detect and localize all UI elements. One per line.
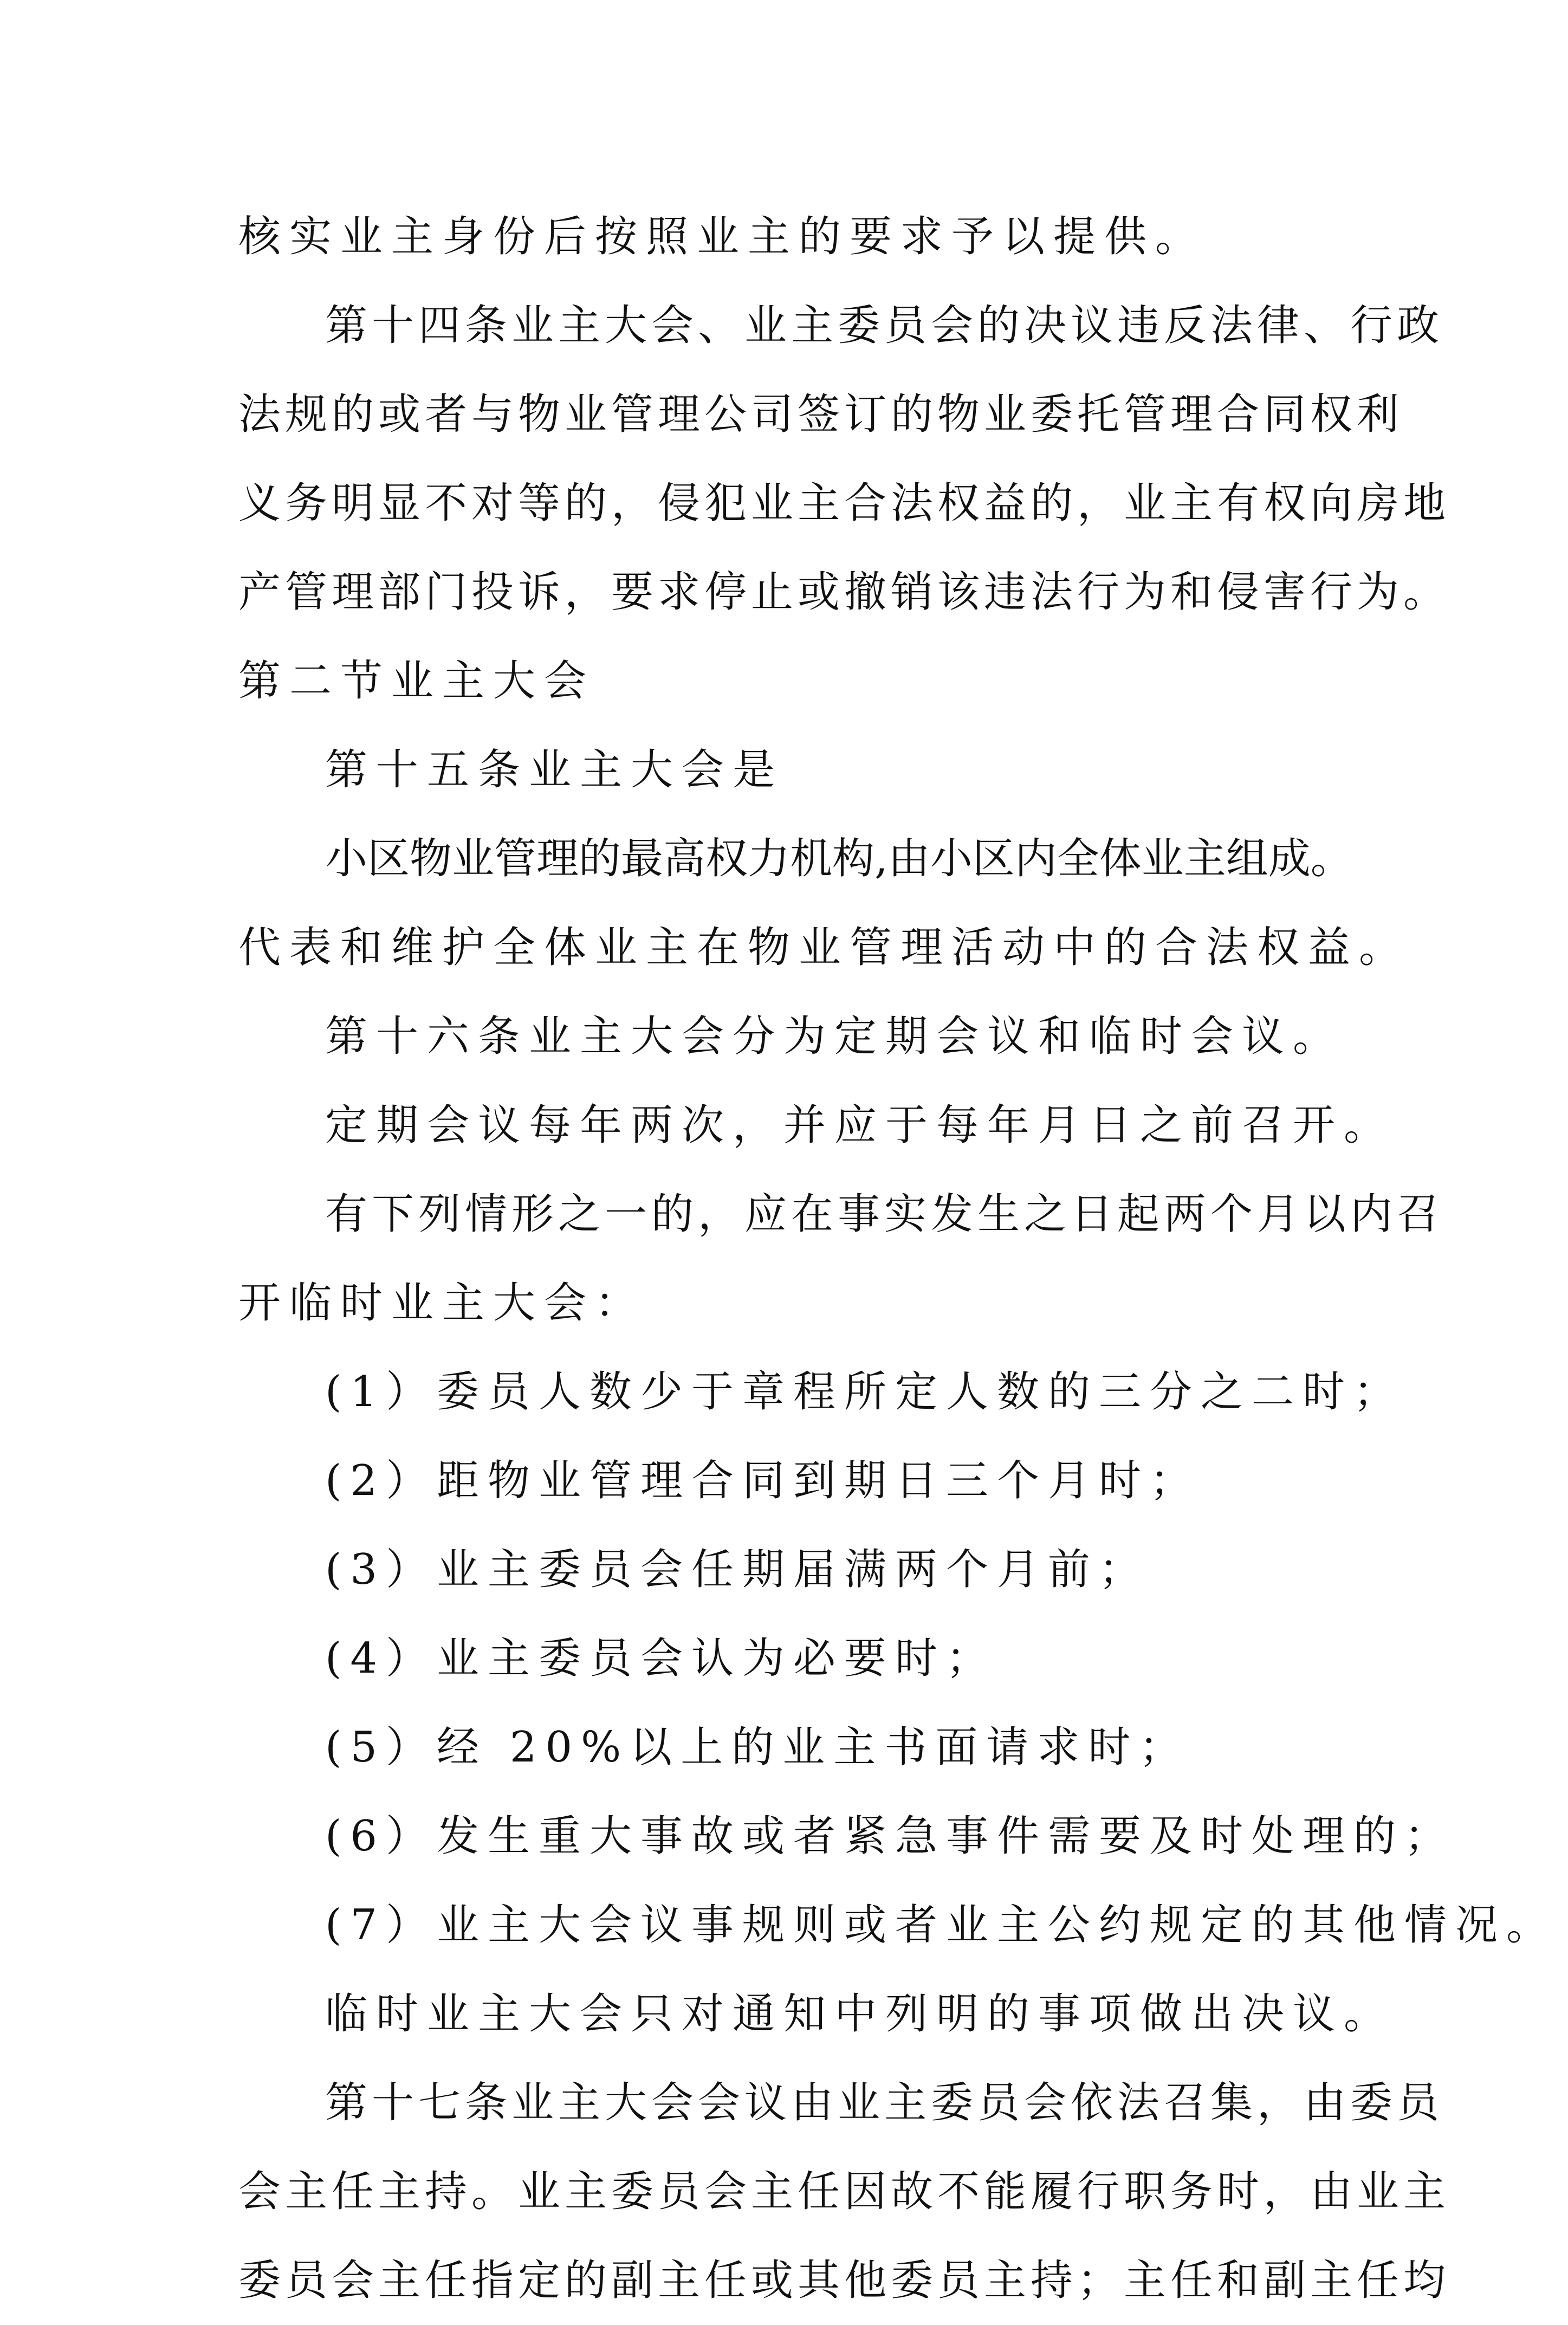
list-item: (2）距物业管理合同到期日三个月时； [325, 1456, 1201, 1505]
list-item: (5）经 20%以上的业主书面请求时； [325, 1723, 1190, 1772]
list-item: (4）业主委员会认为必要时； [325, 1634, 997, 1683]
text-line: 定期会议每年两次，并应于每年月日之前召开。 [325, 1101, 1395, 1150]
document-body [238, 192, 1558, 2325]
article-16-heading-line: 第十六条业主大会分为定期会议和临时会议。 [325, 1012, 1344, 1061]
text-line: 核实业主身份后按照业主的要求予以提供。 [238, 212, 1207, 261]
list-item: (7）业主大会议事规则或者业主公约规定的其他情况。 [325, 1901, 1558, 1950]
text-line: 开临时业主大会： [238, 1279, 646, 1327]
text-line: 小区物业管理的最高权力机构,由小区内全体业主组成。 [325, 834, 1353, 883]
text-line: 法规的或者与物业管理公司签订的物业委托管理合同权利 [238, 390, 1404, 439]
article-15-heading-line: 第十五条业主大会是 [325, 746, 784, 794]
text-line: 临时业主大会只对通知中列明的事项做出决议。 [325, 1990, 1395, 2038]
text-line: 代表和维护全体业主在物业管理活动中的合法权益。 [238, 923, 1410, 972]
article-14-heading-line: 第十四条业主大会、业主委员会的决议违反法律、行政 [325, 301, 1444, 350]
text-line: 义务明显不对等的，侵犯业主合法权益的，业主有权向房地 [238, 479, 1450, 528]
text-line: 委员会主任指定的副主任或其他委员主持；主任和副主任均 [238, 2256, 1450, 2305]
text-line: 有下列情形之一的，应在事实发生之日起两个月以内召 [325, 1190, 1444, 1239]
text-line: 产管理部门投诉，要求停止或撤销该违法行为和侵害行为。 [238, 568, 1450, 617]
section-heading: 第二节业主大会 [238, 657, 595, 705]
article-17-heading-line: 第十七条业主大会会议由业主委员会依法召集，由委员 [325, 2078, 1444, 2127]
text-line: 会主任主持。业主委员会主任因故不能履行职务时，由业主 [238, 2167, 1450, 2216]
list-item: (3）业主委员会任期届满两个月前； [325, 1545, 1150, 1594]
list-item: (1）委员人数少于章程所定人数的三分之二时； [325, 1368, 1405, 1416]
list-item: (6）发生重大事故或者紧急事件需要及时处理的； [325, 1812, 1456, 1861]
